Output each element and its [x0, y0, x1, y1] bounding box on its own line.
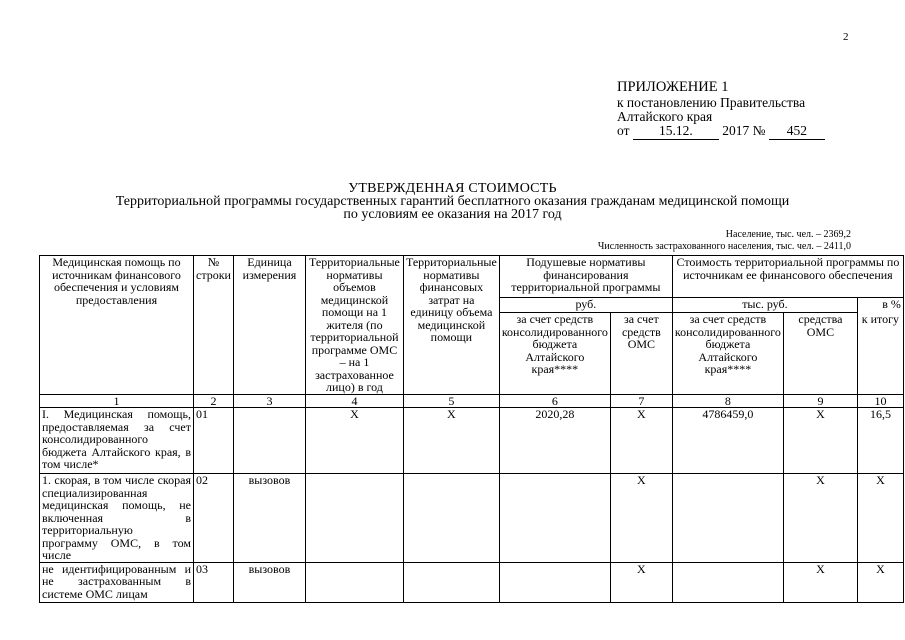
head-cost-norm: Территориальные нормативы финансовых затрат на единицу объема медицинской помощи — [403, 256, 499, 395]
row-number: 01 — [194, 408, 234, 474]
head-oms-cost: средства ОМС — [783, 313, 857, 394]
population-info — [598, 229, 851, 253]
document-header — [0, 182, 905, 221]
row-number: 02 — [194, 474, 234, 563]
row-percent: 16,5 — [857, 408, 903, 474]
col-number: 4 — [305, 394, 403, 408]
head-budget-cost: за счет средств консолидированного бюджета Алтайского края**** — [672, 313, 783, 394]
head-rub: руб. — [499, 298, 672, 313]
population-total: Население, тыс. чел. – 2369,2 — [725, 229, 851, 240]
row-number: 03 — [194, 562, 234, 602]
head-unit: Единица измерения — [233, 256, 305, 395]
row-percent: X — [857, 562, 903, 602]
appendix-block — [617, 80, 825, 144]
document-title: УТВЕРЖДЕННАЯ СТОИМОСТЬ — [348, 181, 557, 196]
head-program-cost-group: Стоимость территориальной программы по источникам ее финансового обеспечения — [672, 256, 903, 298]
row-name: не идентифицированным и не застрахованным в системе ОМС лицам — [40, 562, 194, 602]
row-oms-cost: X — [783, 474, 857, 563]
year-no: 2017 № — [722, 123, 766, 138]
row-budget-per-capita — [499, 562, 610, 602]
head-thousand-rub: тыс. руб. — [672, 298, 857, 313]
head-volume-norm: Территориальные нормативы объемов медицинской помощи на 1 жителя (по территориальной программе ОМС – на 1 застрахованное лицо) в год — [305, 256, 403, 395]
row-volume-norm — [305, 474, 403, 563]
insured-population: Численность застрахованного населения, тыс. чел. – 2411,0 — [597, 241, 851, 252]
row-budget-cost — [672, 562, 783, 602]
col-number: 6 — [499, 394, 610, 408]
row-unit — [233, 408, 305, 474]
row-oms-cost: X — [783, 408, 857, 474]
row-oms-per-capita: X — [610, 408, 672, 474]
row-oms-per-capita: X — [610, 562, 672, 602]
appendix-line2: Алтайского края — [617, 109, 713, 124]
row-percent: X — [857, 474, 903, 563]
table-row — [40, 562, 904, 602]
col-number: 3 — [233, 394, 305, 408]
col-number: 10 — [857, 394, 903, 408]
decree-number: 452 — [769, 124, 825, 140]
table-row — [40, 474, 904, 563]
row-unit: вызовов — [233, 562, 305, 602]
row-volume-norm — [305, 562, 403, 602]
head-care-type: Медицинская помощь по источникам финансового обеспечения и условиям предоставления — [40, 256, 194, 395]
row-name: I. Медицинская помощь, предоставляемая за счет консолидированного бюджета Алтайского края, в том числе* — [40, 408, 194, 474]
row-cost-norm — [403, 474, 499, 563]
head-percent-top: в % — [857, 298, 903, 313]
head-budget-per-capita: за счет средств консолидированного бюджета Алтайского края**** — [499, 313, 610, 394]
col-number: 9 — [783, 394, 857, 408]
cost-table — [39, 255, 904, 603]
col-number: 7 — [610, 394, 672, 408]
row-budget-cost — [672, 474, 783, 563]
head-row-number: № строки — [194, 256, 234, 395]
col-number: 2 — [194, 394, 234, 408]
date-prefix: от — [617, 123, 630, 138]
head-per-capita-group: Подушевые нормативы финансирования территориальной программы — [499, 256, 672, 298]
row-oms-cost: X — [783, 562, 857, 602]
document-subtitle-1: Территориальной программы государственных гарантий бесплатного оказания гражданам медицинской помощи — [115, 194, 790, 209]
appendix-title: ПРИЛОЖЕНИЕ 1 — [617, 79, 729, 95]
appendix-date-line — [617, 124, 825, 144]
row-volume-norm: X — [305, 408, 403, 474]
head-percent: к итогу — [857, 313, 903, 394]
row-unit: вызовов — [233, 474, 305, 563]
document-subtitle-2: по условиям ее оказания на 2017 год — [343, 207, 562, 222]
row-budget-cost: 4786459,0 — [672, 408, 783, 474]
row-cost-norm — [403, 562, 499, 602]
appendix-line1: к постановлению Правительства — [617, 95, 806, 110]
date-value: 15.12. — [633, 124, 719, 140]
column-numbers-row — [40, 394, 904, 408]
col-number: 1 — [40, 394, 194, 408]
row-budget-per-capita — [499, 474, 610, 563]
row-budget-per-capita: 2020,28 — [499, 408, 610, 474]
table-row — [40, 408, 904, 474]
head-oms-per-capita: за счет средств ОМС — [610, 313, 672, 394]
row-name: 1. скорая, в том числе скорая специализированная медицинская помощь, не включенная в территориальную программу ОМС, в том числе — [40, 474, 194, 563]
col-number: 8 — [672, 394, 783, 408]
row-cost-norm: X — [403, 408, 499, 474]
page-number: 2 — [843, 31, 849, 43]
col-number: 5 — [403, 394, 499, 408]
row-oms-per-capita: X — [610, 474, 672, 563]
